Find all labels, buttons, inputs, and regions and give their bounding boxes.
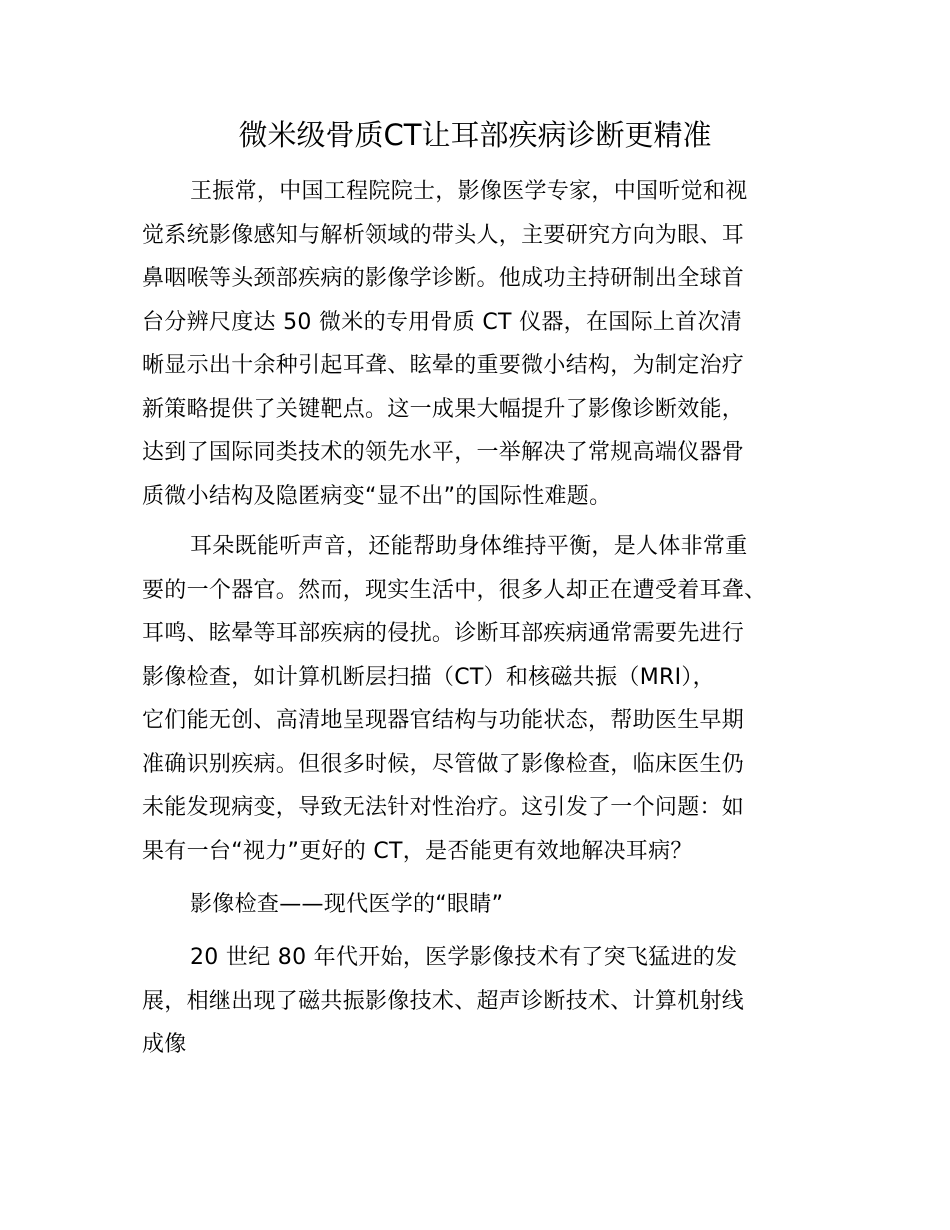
- text-line: 达到了国际同类技术的领先水平，一举解决了常规高端仪器骨: [142, 440, 745, 465]
- paragraph-intro: [142, 170, 842, 518]
- text-line: 果有一台“视力”更好的 CT，是否能更有效地解决耳病？: [142, 838, 693, 864]
- text-line: 觉系统影像感知与解析领域的带头人，主要研究方向为眼、耳: [142, 222, 745, 248]
- text-line: 准确识别疾病。但很多时候，尽管做了影像检查，临床医生仍: [142, 751, 745, 777]
- text-line: 成像: [142, 1032, 187, 1057]
- text-line: 影像检查，如计算机断层扫描（CT）和核磁共振（MRI），: [142, 664, 715, 690]
- text-line: 王振常，中国工程院院士，影像医学专家，中国听觉和视: [190, 179, 748, 204]
- section-heading-imaging: [142, 883, 842, 927]
- text-line: 质微小结构及隐匿病变“显不出”的国际性难题。: [142, 483, 612, 509]
- section-heading-text: 影像检查——现代医学的“眼睛”: [190, 892, 504, 917]
- text-line: 20 世纪 80 年代开始，医学影像技术有了突飞猛进的发: [190, 945, 738, 970]
- text-line: 未能发现病变，导致无法针对性治疗。这引发了一个问题：如: [142, 795, 745, 820]
- text-line: 晰显示出十余种引起耳聋、眩晕的重要微小结构，为制定治疗: [142, 353, 745, 378]
- article-title: 微米级骨质CT让耳部疾病诊断更精准: [238, 118, 712, 152]
- paragraph-ear-disease: [142, 525, 842, 873]
- text-line: 耳鸣、眩晕等耳部疾病的侵扰。诊断耳部疾病通常需要先进行: [142, 621, 745, 646]
- text-line: 新策略提供了关键靶点。这一成果大幅提升了影像诊断效能，: [142, 396, 745, 422]
- text-line: 台分辨尺度达 50 微米的专用骨质 CT 仪器，在国际上首次清: [142, 309, 743, 335]
- text-line: 它们能无创、高清地呈现器官结构与功能状态，帮助医生早期: [142, 708, 745, 733]
- text-line: 耳朵既能听声音，还能帮助身体维持平衡，是人体非常重: [190, 534, 748, 559]
- text-line: 鼻咽喉等头颈部疾病的影像学诊断。他成功主持研制出全球首: [142, 266, 745, 291]
- text-line: 要的一个器官。然而，现实生活中，很多人却正在遭受着耳聋、: [142, 577, 767, 603]
- text-line: 展，相继出现了磁共振影像技术、超声诊断技术、计算机射线: [142, 988, 745, 1014]
- paragraph-history: [142, 936, 842, 1067]
